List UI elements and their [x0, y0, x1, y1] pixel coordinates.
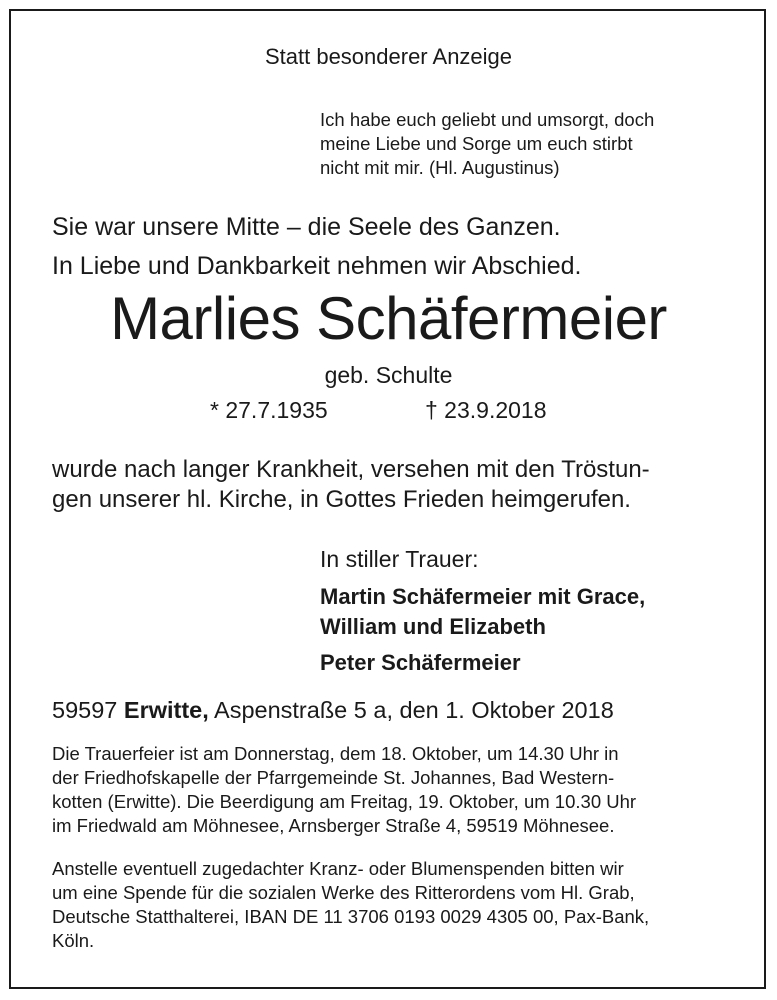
donation-info-line: Köln. [52, 930, 95, 951]
intro-line: Sie war unsere Mitte – die Seele des Ganzen. [52, 213, 561, 241]
funeral-info-line: im Friedwald am Möhnesee, Arnsberger Straße 4, 59519 Möhnesee. [52, 815, 615, 836]
mourning-label: In stiller Trauer: [320, 546, 479, 572]
funeral-info-line: Die Trauerfeier ist am Donnerstag, dem 18. Oktober, um 14.30 Uhr in [52, 743, 619, 764]
funeral-info-line: der Friedhofskapelle der Pfarrgemeinde St. Johannes, Bad Western- [52, 767, 615, 788]
quote-line: meine Liebe und Sorge um euch stirbt [320, 133, 633, 154]
message-line: gen unserer hl. Kirche, in Gottes Frieden heimgerufen. [52, 486, 631, 513]
intro-text [52, 208, 582, 286]
death-date: † 23.9.2018 [425, 397, 547, 423]
mourners-list [320, 582, 645, 678]
passing-message [52, 455, 650, 515]
intro-line: In Liebe und Dankbarkeit nehmen wir Abschied. [52, 252, 582, 280]
mourner-line: Peter Schäfermeier [320, 650, 521, 675]
city-name: Erwitte, [123, 697, 209, 723]
donation-info-line: Deutsche Statthalterei, IBAN DE 11 3706 0193 0029 4305 00, Pax-Bank, [52, 906, 650, 927]
mourner-line: William und Elizabeth [320, 614, 546, 639]
address-date: Aspenstraße 5 a, den 1. Oktober 2018 [214, 697, 614, 723]
donation-info-line: Anstelle eventuell zugedachter Kranz- oder Blumenspenden bitten wir [52, 858, 624, 879]
birth-name: geb. Schulte [324, 362, 453, 388]
funeral-info-line: kotten (Erwitte). Die Beerdigung am Freitag, 19. Oktober, um 10.30 Uhr [52, 791, 637, 812]
place-date-line [52, 697, 614, 724]
deceased-name: Marlies Schäfermeier [110, 285, 667, 352]
funeral-info [52, 742, 636, 838]
mourner-line: Martin Schäfermeier mit Grace, [320, 584, 646, 609]
birth-date: * 27.7.1935 [210, 397, 328, 423]
notice-header: Statt besonderer Anzeige [264, 44, 513, 69]
message-line: wurde nach langer Krankheit, versehen mit den Tröstun- [52, 456, 650, 483]
zip-code: 59597 [52, 697, 118, 723]
augustinus-quote [320, 108, 750, 180]
donation-info [52, 857, 649, 953]
quote-line: Ich habe euch geliebt und umsorgt, doch [320, 109, 655, 130]
donation-info-line: um eine Spende für die sozialen Werke des Ritterordens vom Hl. Grab, [52, 882, 635, 903]
quote-line: nicht mit mir. (Hl. Augustinus) [320, 157, 560, 178]
